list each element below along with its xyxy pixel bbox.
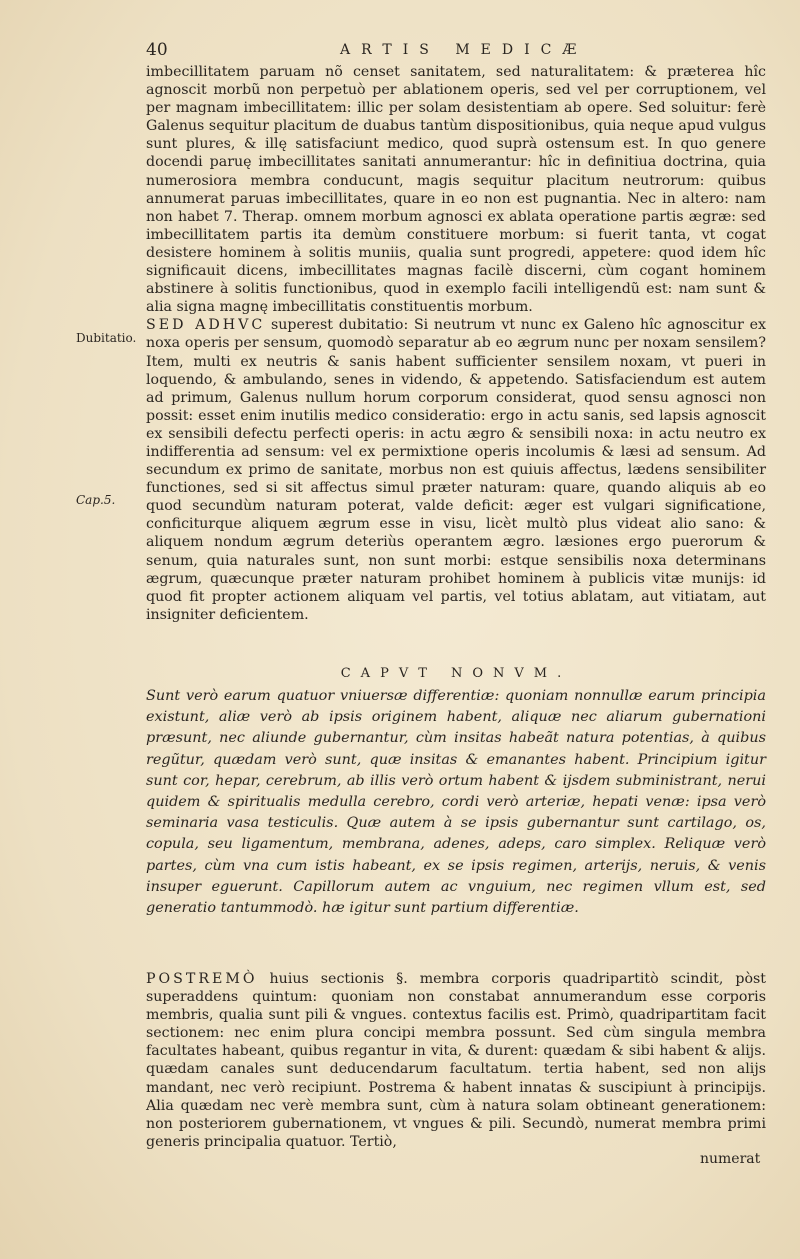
paragraph-2-lead: SED ADHVC	[146, 317, 266, 334]
paragraph-1: imbecillitatem paruam nõ censet sanitatem, sed naturalitatem: & præterea hîc agnoscit morbũ non perpetuò per ablationem operis, sed vel per corruptionem, vel per magnam imbecillitatem: illic per solam desistentiam ab opere. Sed soluitur: ferè Galenus sequitur placitum de duabus tantùm dispositionibus, quia neque apud vulgus sunt plures, & illę satisfaciunt medico, quod suprà ostensum est. In quo genere docendi paruę imbecillitates sanitati annumerantur: hîc in definitiua doctrina, quia numerosiora membra conducunt, magis sequitur placitum neutrorum: quibus annumerat paruas imbecillitates, quare in eo non est pugnantia. Nec in altero: nam non habet 7. Therap. omnem morbum agnosci ex ablata operatione partis ægræ: sed imbecillitatem partis ita demùm constituere morbum: si fuerit tanta, vt cogat desistere hominem à solitis muniis, qualia sunt progredi, appetere: quod idem hîc significauit dicens, imbecillitates magnas facilè discerni, cùm cogant hominem abstinere à solitis functionibus, quod in exemplo facili intelligendũ est: nam sunt & alia signa magnę imbecillitatis constituentis morbum.	[146, 64, 766, 316]
paragraph-3-text: huius sectionis §. membra corporis quadripartitò scindit, pòst superaddens quintum: quoniam non constabat annumerandum esse corporis membris, qualia sunt pili & vngues. contextus facilis est. Primò, quadripartitam facit sectionem: nec enim plura concipi membra possunt. Sed cùm singula membra facultates habeant, quibus regantur in vita, & durent: quædam & sibi habent & alijs. quædam canales sunt deducendarum facultatum. tertia habent, sed non alijs mandant, nec verò recipiunt. Postrema & habent innatas & suscipiunt à principijs. Alia quædam nec verè membra sunt, cùm à natura solam obtineant generationem: non posteriorem gubernationem, vt vngues & pili. Secundò, numerat membra primi generis principalia quatuor. Tertiò,	[146, 971, 766, 1150]
catchword: numerat	[700, 1151, 761, 1167]
chapter-text-italic: Sunt verò earum quatuor vniuersæ differentiæ: quoniam nonnullæ earum principia existunt, aliæ verò ab ipsis originem habent, aliquæ nec aliarum gubernationi præsunt, nec aliunde gubernantur, cùm insitas habeãt natura potentias, à quibus regũtur, quædam verò sunt, quæ insitas & emanantes habent. Principium igitur sunt cor, hepar, cerebrum, ab illis verò ortum habent & ijsdem subministrant, nerui quidem & spiritualis medulla cerebro, cordi verò arteriæ, hepati venæ: ipsa verò seminaria vasa testiculis. Quæ autem à se ipsis gubernantur sunt cartilago, os, copula, seu ligamentum, membrana, adenes, adeps, caro simplex. Reliquæ verò partes, cùm vna cum istis habeant, ex se ipsis regimen, arterijs, neruis, & venis insuper eguerunt. Capillorum autem ac vnguium, nec regimen vllum est, sed generatio tantummodò. hæ igitur sunt partium differentiæ.	[146, 688, 766, 917]
page-header	[0, 40, 800, 64]
margin-note-cap: Cap.5.	[76, 493, 116, 507]
chapter-title: CAPVT NONVM.	[340, 666, 572, 681]
text-block-lower	[146, 970, 766, 1151]
page-number: 40	[146, 40, 168, 60]
paragraph-2	[146, 316, 766, 624]
paragraph-3-lead: POSTREMÒ	[146, 971, 258, 987]
text-block-upper	[146, 63, 766, 624]
running-title: ARTIS MEDICÆ	[340, 42, 588, 58]
paragraph-3	[146, 970, 766, 1151]
paragraph-2-text: superest dubitatio: Si neutrum vt nunc ex Galeno hîc agnoscitur ex noxa operis per sensum, quomodò separatur ab eo ægrum nunc per noxam sensilem? Item, multi ex neutris & sanis habent sufficienter sensilem noxam, vt pueri in loquendo, & ambulando, senes in videndo, & appetendo. Satisfaciendum est autem ad primum, Galenus nullum horum corporum considerat, quod sensu agnosci non possit: esset enim inutilis medico consideratio: ergo in actu sanis, sed lapsis agnoscit ex sensibili defectu perfecti operis: in actu ægro & sensibili noxa: in actu neutro ex indifferentia ad sensum: vel ex permixtione operis incolumis & læsi ad sensum. Ad secundum ex primo de sanitate, morbus non est quiuis affectus, lædens sensibiliter functiones, sed si sit affectus simul præter naturam: quare, quando aliquis ab eo quod secundùm naturam poterat, valde deficit: æger est vulgari significatione, conficiturque aliquem ægrum esse in visu, licèt multò plus videat alio sano: & aliquem nondum ægrum deteriùs operantem ægro. læsiones ergo puerorum & senum, quia naturales sunt, non sunt morbi: estque sensibilis noxa determinans ægrum, quæcunque præter naturam prohibet hominem à publicis vitæ munijs: id quod fit propter actionem aliquam vel partis, vel totius ablatam, aut vitiatam, aut insigniter deficientem.	[146, 317, 766, 623]
margin-note-dubitatio: Dubitatio.	[76, 331, 137, 345]
